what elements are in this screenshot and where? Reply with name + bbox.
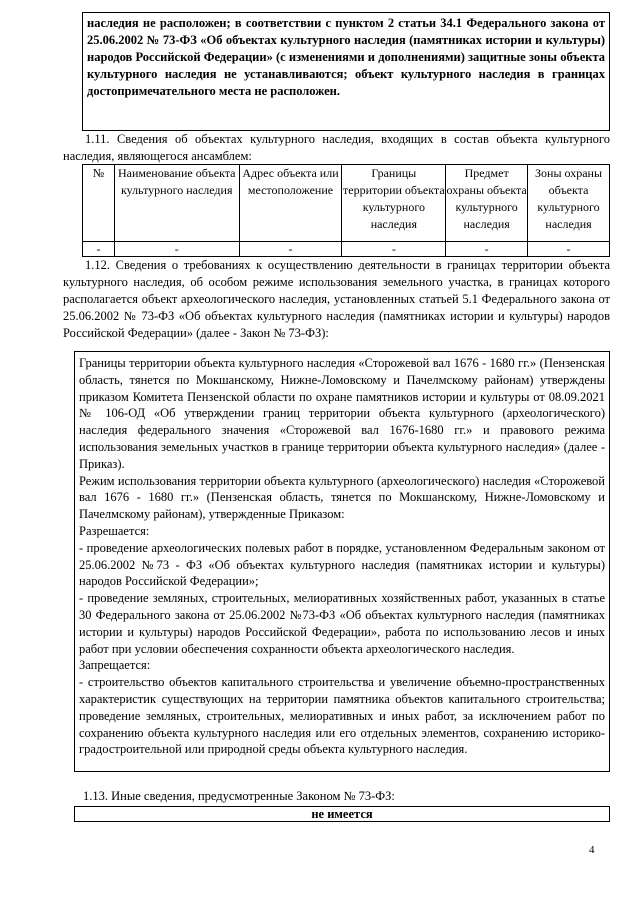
table-header-cell: Границы территории объекта культурного наследия bbox=[342, 165, 446, 242]
allowed-item: - проведение земляных, строительных, мелиоративных хозяйственных работ, указанных в статье 30 Федерального закона от 25.06.2002 №73-ФЗ «Об объектах культурного наследия (памятниках истории и культуры) народов Российской Федерации», работа по использованию лесов и иных работ при условии обеспечения сохранности объекта археологического наследия. bbox=[79, 591, 605, 656]
table-cell: - bbox=[114, 242, 239, 257]
table-cell: - bbox=[342, 242, 446, 257]
table-cell: - bbox=[239, 242, 342, 257]
table-header-cell: Предмет охраны объекта культурного наследия bbox=[446, 165, 528, 242]
section-1-13-text: 1.13. Иные сведения, предусмотренные Законом № 73-ФЗ: bbox=[83, 789, 395, 803]
forbidden-item: - строительство объектов капитального строительства и увеличение объемно-пространственных характеристик существующих на территории памятника объектов капитального строительства; проведение земляных, строительных, мелиоративных и иных работ, за исключением работ по сохранению объекта культурного наследия или его отдельных элементов, сохранению историко-градостроительной или природной среды объекта культурного наследия. bbox=[79, 675, 605, 757]
allowed-item: - проведение археологических полевых работ в порядке, установленном Федеральным законом от 25.06.2002 №73 - ФЗ «Об объектах культурного наследия (памятниках истории и культуры) народов Российской Федерации»; bbox=[79, 540, 605, 589]
section-1-11-text bbox=[63, 131, 610, 165]
forbidden-heading: Запрещается: bbox=[79, 658, 151, 673]
table-header-cell: Зоны охраны объекта культурного наследия bbox=[528, 165, 610, 242]
table-cell: - bbox=[528, 242, 610, 257]
table-cell: - bbox=[83, 242, 115, 257]
other-info-box bbox=[74, 806, 610, 822]
heritage-status-box bbox=[82, 12, 610, 131]
page-number: 4 bbox=[589, 844, 595, 856]
table-cell: - bbox=[446, 242, 528, 257]
table-row bbox=[83, 242, 610, 257]
ensemble-objects-table bbox=[82, 164, 610, 257]
table-header-cell: Наименование объекта культурного наследия bbox=[114, 165, 239, 242]
section-1-11-label: 1.11. Сведения об объектах культурного наследия, входящих в состав объекта культурного наследия, являющегося ансамблем: bbox=[63, 132, 610, 163]
allowed-heading: Разрешается: bbox=[79, 523, 150, 538]
table-header-cell: № bbox=[83, 165, 115, 242]
section-1-12-text bbox=[63, 257, 610, 342]
section-1-12-label: 1.12. Сведения о требованиях к осуществлению деятельности в границах территории объекта культурного наследия, об особом режиме использования земельного участка, в границах которого располагается объект археологического наследия, установленных статьей 5.1 Федерального закона от 25.06.2002 № 73-ФЗ «Об объектах культурного наследия (памятниках истории и культуры) народов Российской Федерации» (далее - Закон № 73-ФЗ): bbox=[63, 258, 610, 340]
heritage-status-text: наследия не расположен; в соответствии с пунктом 2 статьи 34.1 Федерального закона от 25.06.2002 № 73-ФЗ «Об объектах культурного наследия (памятниках истории и культуры) народов Российской Федерации» (с изменениями и дополнениями) защитные зоны объекта культурного наследия не устанавливаются; объект культурного наследия в границах достопримечательного места не расположен. bbox=[87, 16, 605, 98]
other-info-value: не имеется bbox=[311, 807, 373, 821]
regime-paragraph: Режим использования территории объекта культурного (археологического) наследия «Сторожевой вал 1676 - 1680 гг.» (Пензенская область, тянется по Мокшанскому, Нижне-Ломовскому и Пачелмскому районам), утвержденные Приказом: bbox=[79, 473, 605, 522]
regime-box bbox=[74, 351, 610, 772]
boundaries-paragraph: Границы территории объекта культурного наследия «Сторожевой вал 1676 - 1680 гг.» (Пензенская область, тянется по Мокшанскому, Нижне-Ломовскому и Пачелмскому районам) утверждены приказом Комитета Пензенской области по охране памятников истории и культуры от 08.09.2021 № 106-ОД «Об утверждении границ территории объекта культурного (археологического) наследия федерального значения «Сторожевой вал 1676-1680 гг.» и правового режима использования земельных участков в границе территории объекта культурного наследия» (далее - Приказ). bbox=[79, 356, 605, 471]
table-header-row bbox=[83, 165, 610, 242]
table-header-cell: Адрес объекта или местоположение bbox=[239, 165, 342, 242]
